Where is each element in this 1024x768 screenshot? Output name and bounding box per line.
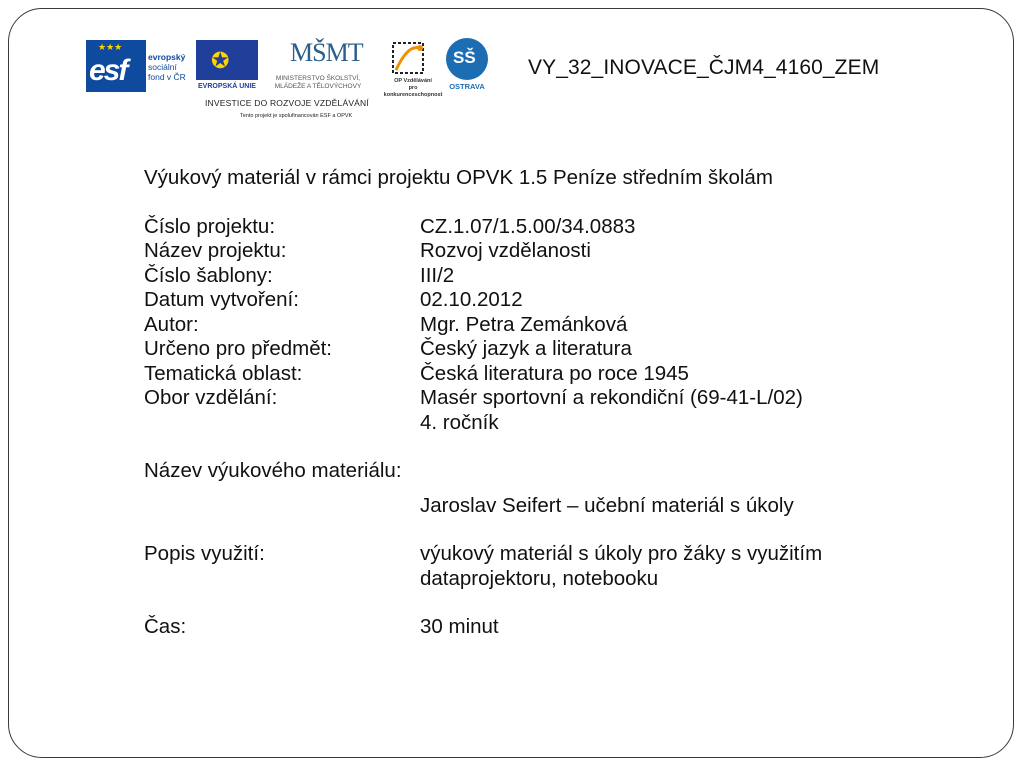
material-value-row <box>144 494 924 519</box>
document-body <box>144 166 924 640</box>
field-row <box>144 337 924 362</box>
field-value: Český jazyk a literatura <box>420 337 632 360</box>
eu-stars-icon: ★★★ <box>98 42 123 52</box>
usage-row <box>144 542 924 591</box>
field-row <box>144 215 924 240</box>
material-value: Jaroslav Seifert – učební materiál s úkoly <box>420 493 794 517</box>
field-value: Masér sportovní a rekondiční (69-41-L/02) <box>420 386 803 409</box>
esf-logo <box>86 40 192 92</box>
field-row <box>144 411 924 436</box>
usage-value: výukový materiál s úkoly pro žáky s využitím dataprojektoru, notebooku <box>420 542 823 590</box>
msmt-label: MINISTERSTVO ŠKOLSTVÍ, MLÁDEŽE A TĚLOVÝCHOVY <box>274 75 362 90</box>
field-value: Rozvoj vzdělanosti <box>420 239 591 262</box>
field-value: CZ.1.07/1.5.00/34.0883 <box>420 214 636 238</box>
eu-flag-icon: ✪ <box>196 40 258 80</box>
field-label: Název projektu: <box>144 239 287 262</box>
time-row <box>144 615 924 640</box>
field-row <box>144 313 924 338</box>
field-row <box>144 264 924 289</box>
field-label: Autor: <box>144 312 199 336</box>
opvk-mark-icon <box>390 40 426 76</box>
field-row <box>144 239 924 264</box>
usage-label: Popis využití: <box>144 542 265 565</box>
investice-slogan: INVESTICE DO ROZVOJE VZDĚLÁVÁNÍ <box>205 98 369 108</box>
opvk-label: OP Vzdělávání pro konkurenceschopnost <box>383 78 443 98</box>
field-label: Datum vytvoření: <box>144 288 299 311</box>
school-label: OSTRAVA <box>449 82 485 91</box>
time-value: 30 minut <box>420 615 499 638</box>
field-label: Určeno pro předmět: <box>144 337 333 360</box>
esf-mark: ★★★ esf <box>86 40 146 92</box>
intro-line: Výukový materiál v rámci projektu OPVK 1.5 Peníze středním školám <box>144 166 773 189</box>
field-row <box>144 362 924 387</box>
eu-label: EVROPSKÁ UNIE <box>198 83 256 90</box>
field-label: Číslo projektu: <box>144 214 276 238</box>
material-label-row <box>144 459 924 484</box>
msmt-logo <box>262 38 374 94</box>
field-label: Číslo šablony: <box>144 263 273 287</box>
field-label: Obor vzdělání: <box>144 386 278 409</box>
school-logo <box>444 38 490 94</box>
cofinance-note: Tento projekt je spolufinancován ESF a OPVK <box>240 113 353 119</box>
field-label <box>144 411 420 436</box>
school-mark-icon: SŠ <box>446 38 488 80</box>
field-value: Česká literatura po roce 1945 <box>420 361 689 385</box>
time-label: Čas: <box>144 615 187 638</box>
opvk-logo <box>383 40 443 98</box>
material-label: Název výukového materiálu: <box>144 459 402 482</box>
msmt-mark: MŠMT <box>290 38 363 67</box>
field-value: 02.10.2012 <box>420 288 523 311</box>
eu-logo <box>196 40 258 94</box>
field-label: Tematická oblast: <box>144 361 303 385</box>
field-value: III/2 <box>420 263 455 287</box>
field-value: Mgr. Petra Zemánková <box>420 312 628 336</box>
field-row <box>144 288 924 313</box>
document-code: VY_32_INOVACE_ČJM4_4160_ZEM <box>528 56 880 79</box>
field-row <box>144 386 924 411</box>
esf-text: evropský sociální fond v ČR <box>148 52 186 82</box>
field-value: 4. ročník <box>420 410 499 434</box>
